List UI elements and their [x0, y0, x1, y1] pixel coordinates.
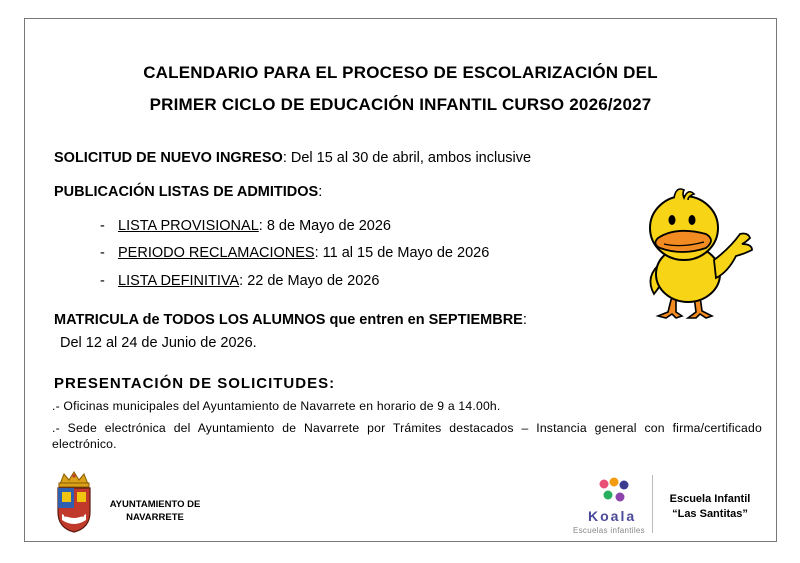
koala-subtitle: Escuelas infantiles [573, 526, 645, 535]
matricula-text: Del 12 al 24 de Junio de 2026. [60, 335, 257, 351]
list-item [100, 218, 391, 234]
publicacion-suffix: : [318, 184, 323, 200]
list-item-label: PERIODO RECLAMACIONES [118, 245, 315, 261]
bullet-dash: - [100, 273, 105, 289]
list-item-text: : 8 de Mayo de 2026 [258, 218, 391, 234]
list-item-text: : 11 al 15 de Mayo de 2026 [314, 245, 490, 261]
koala-logo-icon [594, 476, 634, 506]
solicitud-line [54, 150, 531, 166]
escuela-line-1: Escuela Infantil [669, 493, 751, 505]
title-line-1: CALENDARIO PARA EL PROCESO DE ESCOLARIZACIÓN DEL [143, 63, 658, 82]
bullet-dash: - [100, 218, 105, 234]
solicitud-text: : Del 15 al 30 de abril, ambos inclusive [282, 150, 532, 166]
list-item-text: : 22 de Mayo de 2026 [239, 273, 380, 289]
duck-mascot-icon [636, 184, 760, 326]
list-item-label: LISTA DEFINITIVA [118, 273, 240, 289]
list-item-label: LISTA PROVISIONAL [118, 218, 259, 234]
escuela-label [660, 492, 760, 522]
matricula-label: MATRICULA de TODOS LOS ALUMNOS que entren en SEPTIEMBRE [54, 312, 523, 328]
matricula-suffix: : [522, 312, 527, 328]
list-item [100, 245, 489, 261]
solicitud-label: SOLICITUD DE NUEVO INGRESO [54, 150, 283, 166]
matricula-line [54, 312, 527, 328]
presentacion-item-1: .- Oficinas municipales del Ayuntamiento de Navarrete en horario de 9 a 14.00h. [52, 399, 501, 413]
publicacion-label: PUBLICACIÓN LISTAS DE ADMITIDOS [54, 184, 319, 200]
publicacion-line [54, 184, 322, 200]
footer-divider [652, 475, 653, 533]
title-line-2: PRIMER CICLO DE EDUCACIÓN INFANTIL CURSO 2026/2027 [149, 95, 652, 114]
presentacion-label: PRESENTACIÓN DE SOLICITUDES: [54, 375, 336, 392]
presentacion-item-2: .- Sede electrónica del Ayuntamiento de Navarrete por Trámites destacados – Instancia general con firma/certificado electrónico. [52, 421, 762, 451]
koala-brand: Koala [588, 508, 637, 524]
ayuntamiento-line-2: NAVARRETE [126, 512, 184, 523]
ayuntamiento-label [100, 498, 210, 524]
list-item [100, 273, 379, 289]
bullet-dash: - [100, 245, 105, 261]
coat-of-arms-icon [52, 470, 96, 534]
escuela-line-2: “Las Santitas” [672, 508, 748, 520]
ayuntamiento-line-1: AYUNTAMIENTO DE [109, 499, 201, 510]
